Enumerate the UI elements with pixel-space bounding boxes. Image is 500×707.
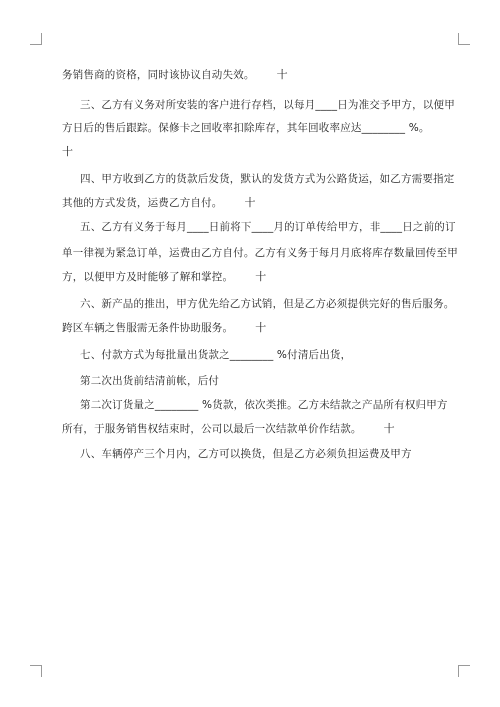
line-text: 方，以便甲方及时能够了解和掌控。 bbox=[62, 271, 234, 283]
crop-mark-top-right bbox=[458, 33, 470, 45]
paragraph-mark: 十 bbox=[383, 422, 395, 435]
line-text: 方日后的售后跟踪。保修卡之回收率扣除库存，其年回收率应达________ %。 bbox=[62, 122, 430, 134]
paragraph-line bbox=[62, 145, 73, 159]
paragraph-line bbox=[80, 447, 412, 461]
paragraph-line bbox=[80, 98, 455, 112]
paragraph-mark: 十 bbox=[255, 321, 267, 334]
paragraph-mark: 十 bbox=[255, 270, 267, 283]
paragraph-line bbox=[62, 321, 266, 335]
paragraph-line bbox=[80, 297, 455, 311]
paragraph-line bbox=[62, 121, 430, 135]
line-text: 第二次订货量之________ %货款，依次类推。乙方未结款之产品所有权归甲方 bbox=[80, 399, 448, 411]
paragraph-mark: 十 bbox=[276, 68, 288, 81]
line-text: 所有，于服务销售权结束时，公司以最后一次结款单价作结款。 bbox=[62, 423, 362, 435]
line-text: 七、付款方式为每批量出货款之________ %付清后出货， bbox=[80, 349, 352, 361]
line-text: 六、新产品的推出，甲方优先给乙方试销，但是乙方必须提供完好的售后服务。 bbox=[80, 298, 455, 310]
line-text: 五、乙方有义务于每月____日前将下____月的订单传给甲方，非____日之前的订 bbox=[80, 221, 456, 233]
paragraph-mark: 十 bbox=[62, 145, 74, 158]
line-text: 其他的方式发货，运费乙方自付。 bbox=[62, 197, 223, 209]
paragraph-line bbox=[80, 220, 456, 234]
line-text: 跨区车辆之售服需无条件协助服务。 bbox=[62, 322, 234, 334]
paragraph-line bbox=[62, 68, 288, 82]
crop-mark-bottom-right bbox=[458, 665, 470, 677]
paragraph-line bbox=[62, 270, 266, 284]
paragraph-line bbox=[62, 196, 256, 210]
paragraph-line bbox=[80, 172, 455, 186]
paragraph-line bbox=[80, 374, 219, 388]
line-text: 三、乙方有义务对所安装的客户进行存档，以每月____日为准交予甲方，以便甲 bbox=[80, 99, 455, 111]
crop-mark-top-left bbox=[30, 33, 42, 45]
line-text: 单一律视为紧急订单，运费由乙方自付。乙方有义务于每月月底将库存数量回传至甲 bbox=[62, 247, 458, 259]
line-text: 务销售商的资格，同时该协议自动失效。 bbox=[62, 69, 255, 81]
paragraph-line bbox=[80, 398, 448, 412]
crop-mark-bottom-left bbox=[30, 665, 42, 677]
paragraph-line bbox=[62, 422, 395, 436]
paragraph-mark: 十 bbox=[244, 196, 256, 209]
paragraph-line bbox=[62, 246, 458, 260]
paragraph-line bbox=[80, 348, 351, 362]
line-text: 四、甲方收到乙方的货款后发货，默认的发货方式为公路货运，如乙方需要指定 bbox=[80, 173, 455, 185]
line-text: 第二次出货前结清前帐，后付 bbox=[80, 375, 220, 387]
line-text: 八、车辆停产三个月内，乙方可以换货，但是乙方必须负担运费及甲方 bbox=[80, 448, 412, 460]
